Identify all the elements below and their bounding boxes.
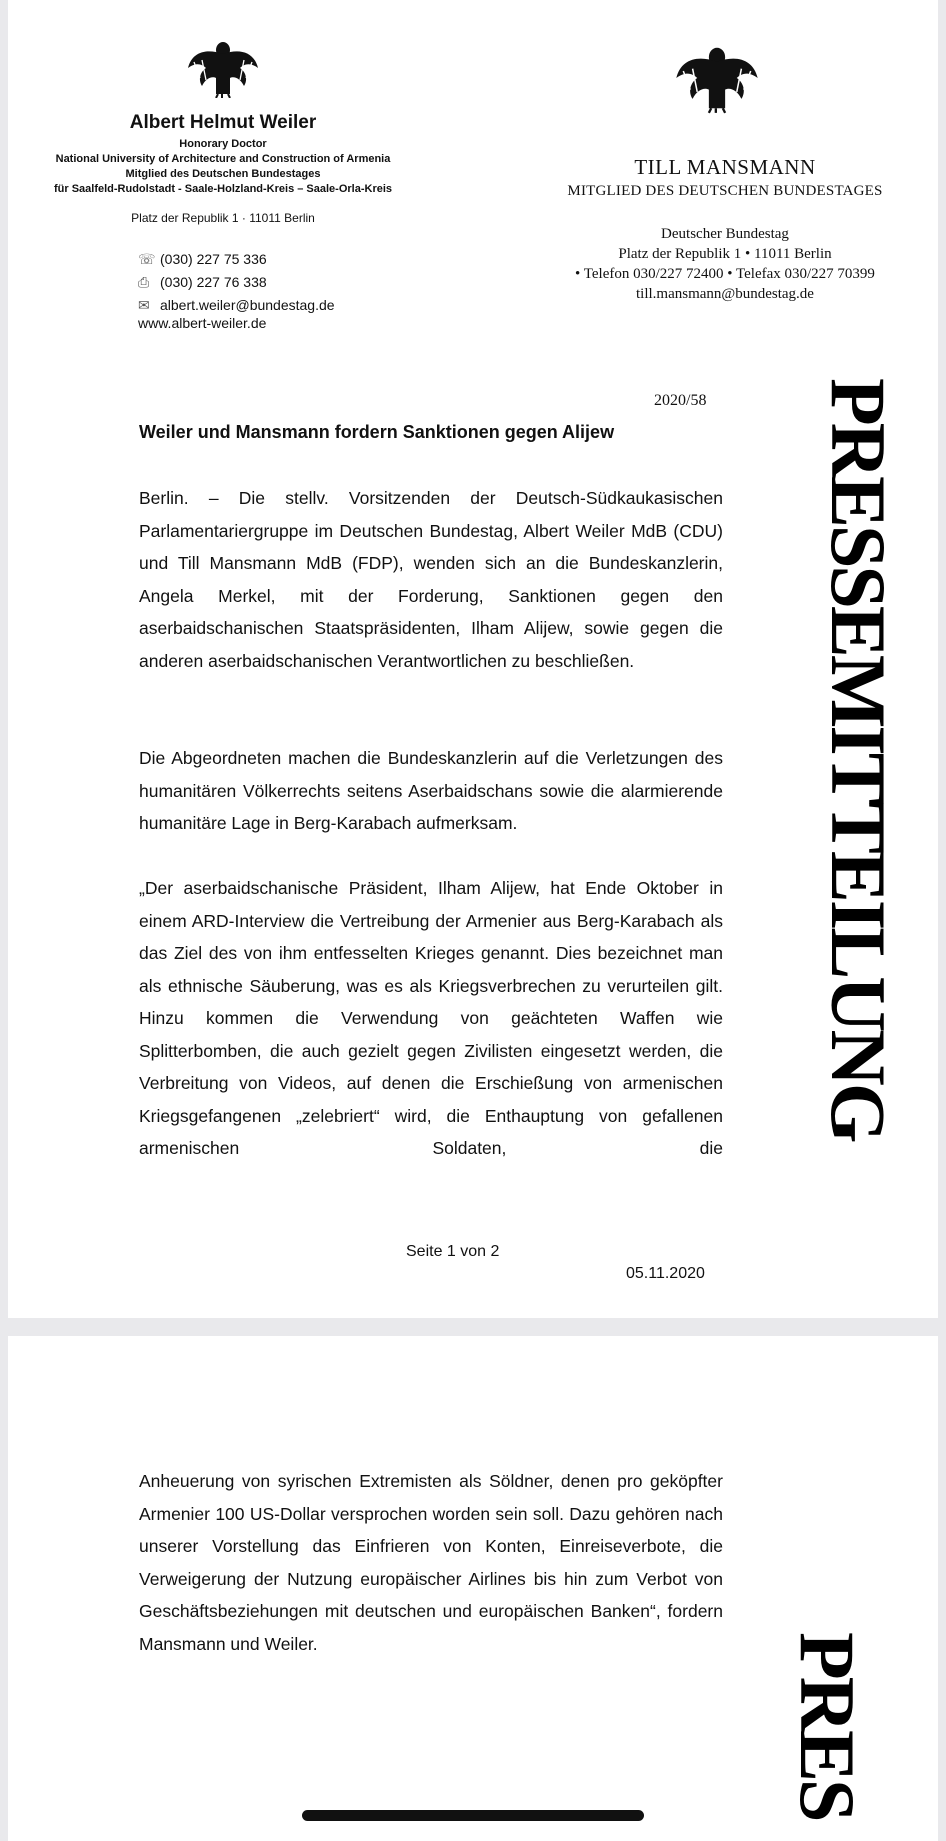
- email-address[interactable]: albert.weiler@bundestag.de: [160, 297, 335, 313]
- document-page-1: [8, 0, 938, 1318]
- mp-name-weiler: Albert Helmut Weiler: [129, 112, 317, 133]
- right-phonefax: • Telefon 030/227 72400 • Telefax 030/227 70399: [575, 266, 875, 282]
- fax-row: [138, 271, 335, 294]
- right-letterhead: [540, 155, 910, 304]
- right-email[interactable]: till.mansmann@bundestag.de: [636, 286, 814, 302]
- press-headline: Weiler und Mansmann fordern Sanktionen gegen Alijew: [139, 422, 615, 442]
- bundestag-member-line: Mitglied des Deutschen Bundestages: [125, 168, 321, 180]
- contact-list: [138, 248, 335, 335]
- university-line: National University of Architecture and Construction of Armenia: [55, 153, 391, 165]
- paragraph-3: „Der aserbaidschanische Präsident, Ilham Alijew, hat Ende Oktober in einem ARD-Interview die Vertreibung der Armenier aus Berg-Karabach als das Ziel des von ihm entfesselten Krieges genannt. Dies bezeichnet man als ethnische Säuberung, was es als Kriegsverbrechen zu verurteilen gilt. Hinzu kommen die Verwendung von geächteten Waffen wie Splitterbomben, die auch gezielt gegen Zivilisten eingesetzt werden, die Verbreitung von Videos, auf denen die Erschießung von armenischen Kriegsgefangenen „zelebriert“ wird, die Enthauptung von gefallenen armenischen Soldaten, die: [139, 878, 723, 1158]
- email-icon: ✉: [138, 297, 150, 313]
- phone-row: [138, 248, 335, 271]
- left-address: Platz der Republik 1 · 11011 Berlin: [131, 211, 315, 225]
- document-page-2: [8, 1336, 938, 1841]
- fax-number: (030) 227 76 338: [160, 274, 267, 290]
- document-number: 2020/58: [654, 392, 707, 409]
- constituency-line: für Saalfeld-Rudolstadt - Saale-Holzland-Kreis – Saale-Orla-Kreis: [53, 183, 393, 195]
- eagle-emblem-icon: [186, 38, 260, 98]
- paragraph-1: Berlin. – Die stellv. Vorsitzenden der Deutsch-Südkaukasischen Parlamentariergruppe im Deutschen Bundestag, Albert Weiler MdB (CDU) und Till Mansmann MdB (FDP), wenden sich an die Bundeskanzlerin, Angela Merkel, mit der Forderung, Sanktionen gegen den aserbaidschanischen Staatspräsidenten, Ilham Alijew, sowie gegen die anderen aserbaidschanischen Verantwortlichen zu beschließen.: [139, 488, 723, 671]
- fax-icon: ⎙: [138, 274, 150, 290]
- page-number-label: Seite 1 von 2: [406, 1243, 500, 1260]
- phone-icon: ☏: [138, 251, 156, 267]
- right-org: Deutscher Bundestag: [661, 226, 789, 242]
- paragraph-continued: Anheuerung von syrischen Extremisten als Söldner, denen pro geköpfter Armenier 100 US-Dollar versprochen worden sein soll. Dazu gehören nach unserer Vorstellung das Einfrieren von Konten, Einreiseverbote, die Verweigerung der Nutzung europäischer Airlines bis hin zum Verbot von Geschäftsbeziehungen mit deutschen und europäischen Banken“, fordern Mansmann und Weiler.: [139, 1471, 723, 1654]
- vertical-title: PRESSEMITTEILUNG: [815, 378, 902, 1141]
- right-address: Platz der Republik 1 • 11011 Berlin: [618, 246, 832, 262]
- mp-name-mansmann: TILL MANSMANN: [634, 155, 816, 179]
- vertical-title-partial: PRES: [784, 1632, 871, 1820]
- eagle-emblem-icon: [674, 42, 760, 114]
- honorary-title: Honorary Doctor: [179, 138, 267, 150]
- paragraph-2: Die Abgeordneten machen die Bundeskanzlerin auf die Verletzungen des humanitären Völkerrechts seitens Aserbaidschans sowie die alarmierende humanitäre Lage in Berg-Karabach aufmerksam.: [139, 748, 723, 833]
- right-contact-block: [540, 224, 910, 304]
- left-letterhead: [48, 112, 398, 225]
- home-indicator-bar[interactable]: [302, 1810, 644, 1821]
- phone-number: (030) 227 75 336: [160, 251, 267, 267]
- document-date: 05.11.2020: [626, 1265, 705, 1282]
- website-link[interactable]: www.albert-weiler.de: [138, 315, 267, 331]
- mansmann-subtitle: MITGLIED DES DEUTSCHEN BUNDESTAGES: [567, 183, 883, 199]
